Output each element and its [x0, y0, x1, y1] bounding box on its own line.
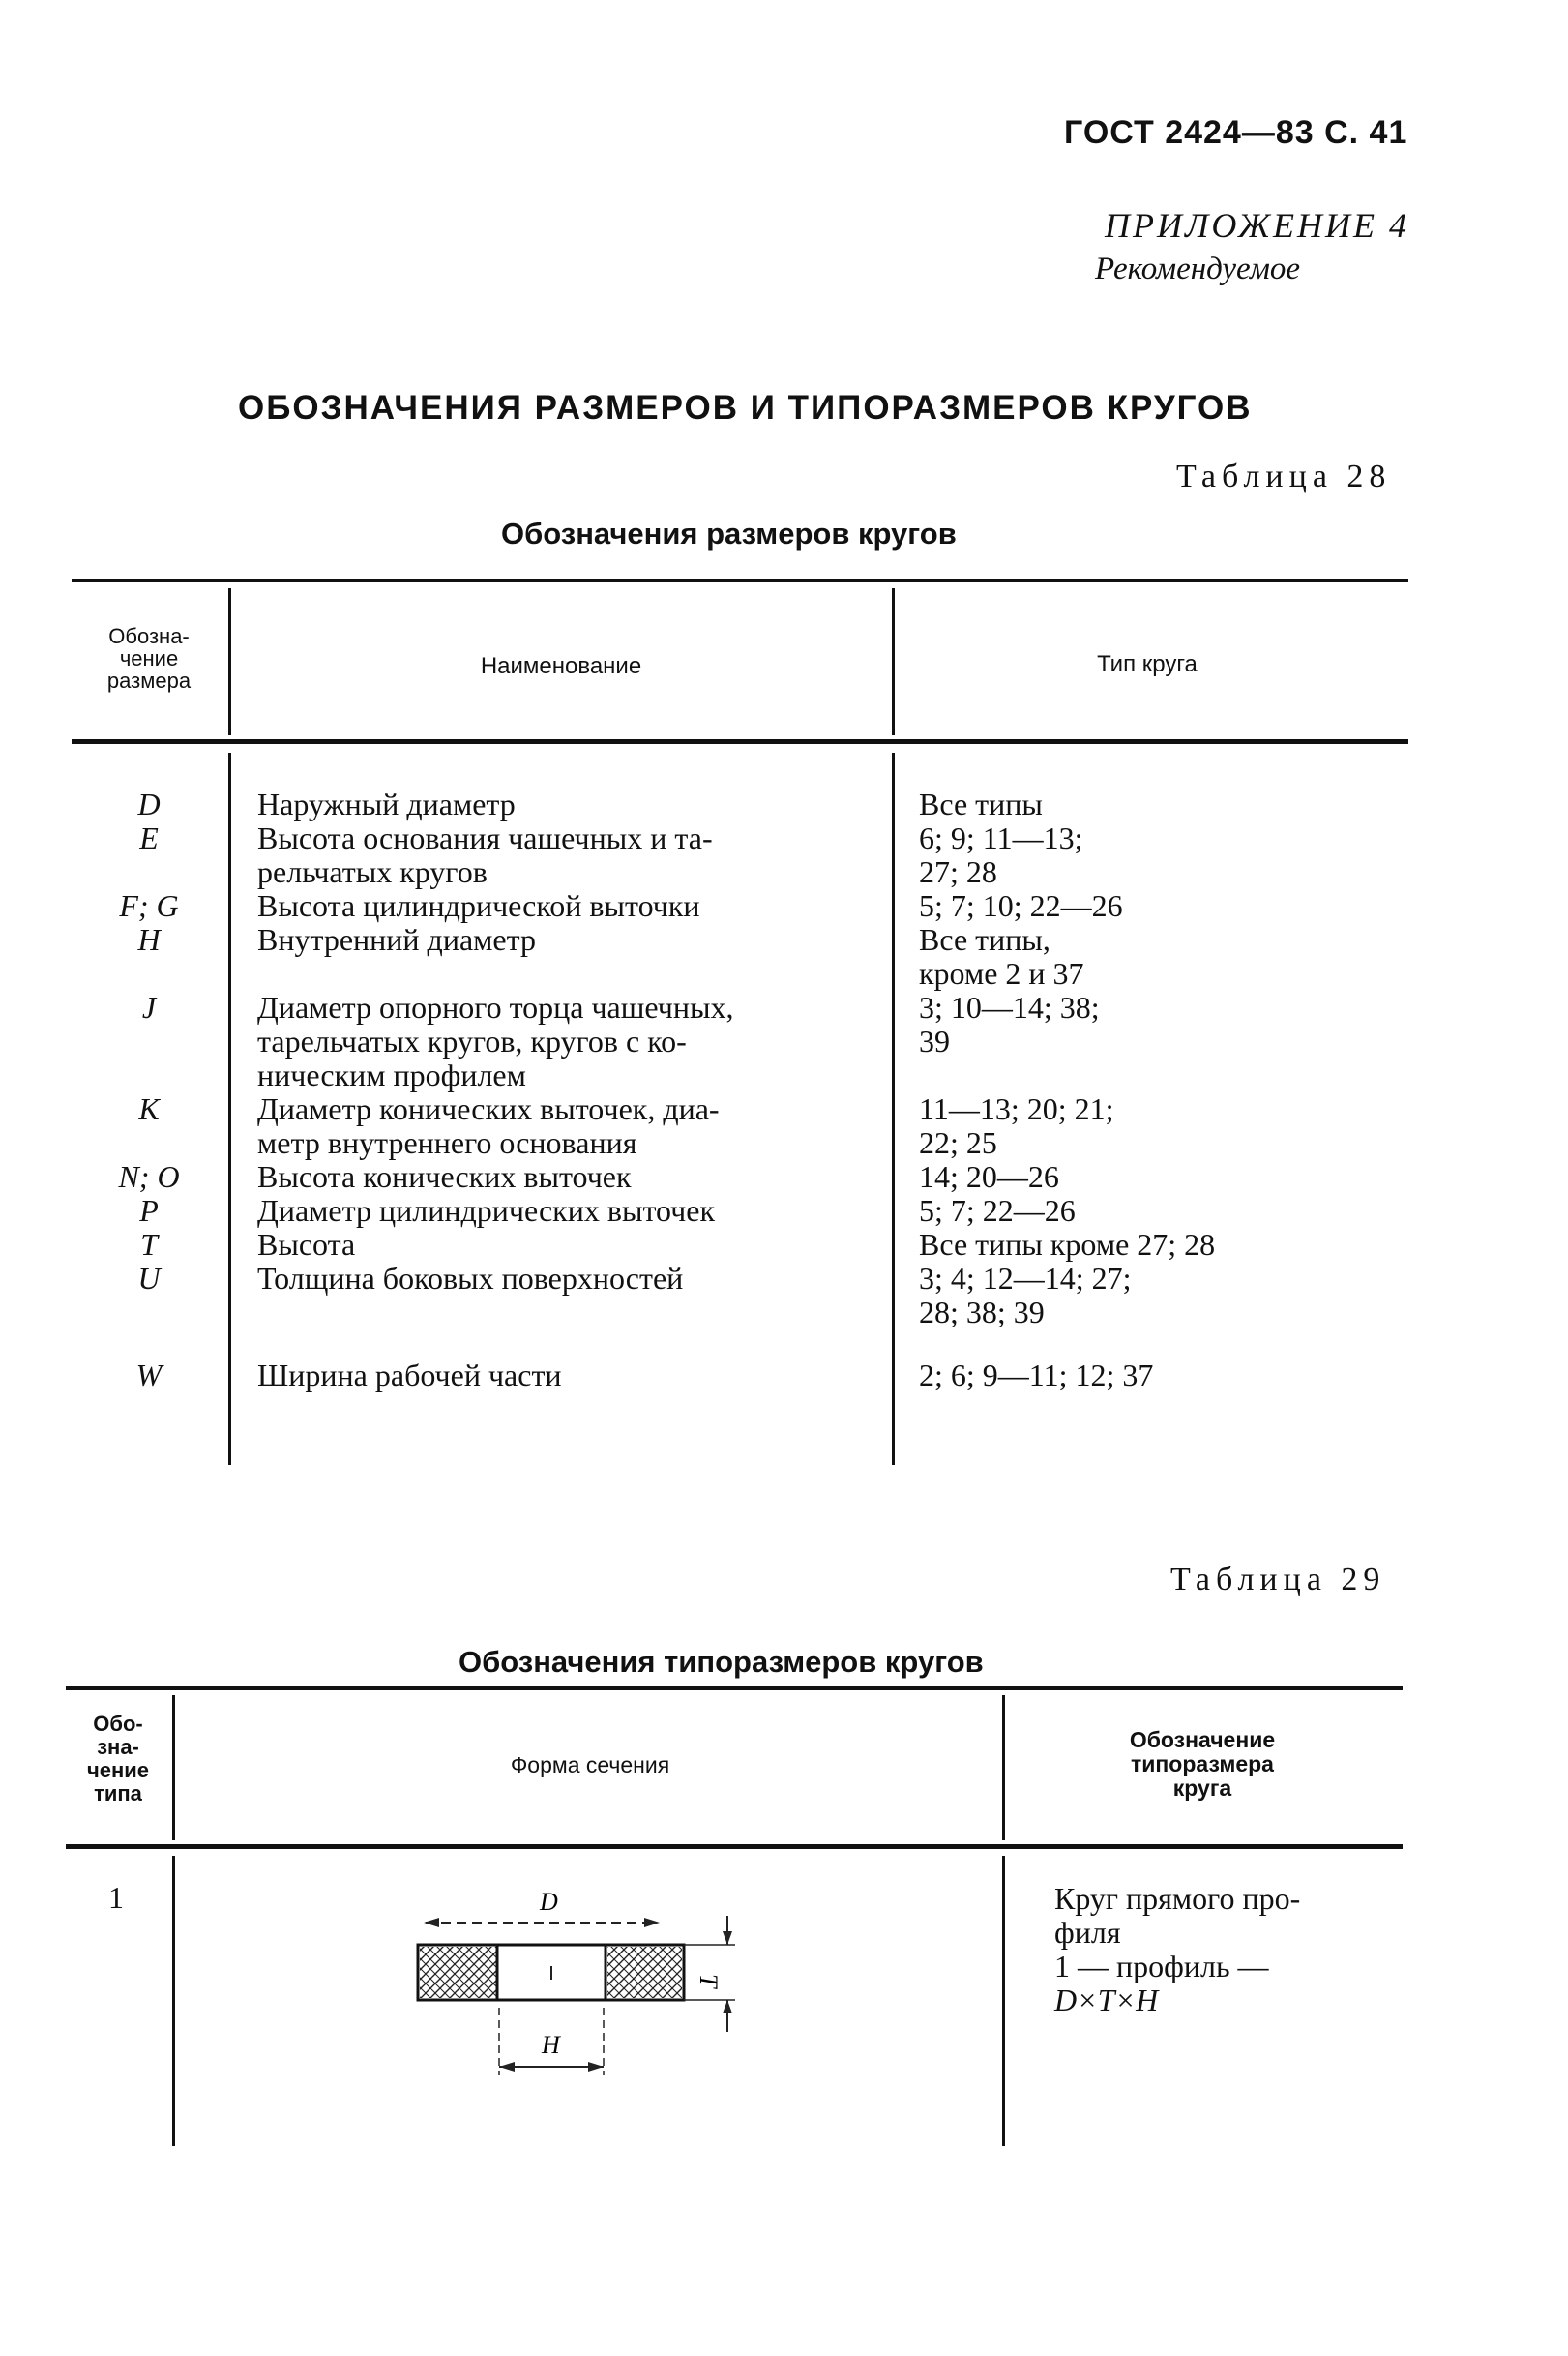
table28-col-divider	[892, 753, 895, 1465]
table28-header-rule	[72, 739, 1408, 744]
table28-row-name: Ширина рабочей части	[257, 1357, 562, 1392]
table29-col-divider	[1002, 1695, 1005, 1840]
table29-header-section: Форма сечения	[510, 1752, 670, 1777]
table29-label: Таблица 29	[1170, 1562, 1386, 1597]
table28-row-type: 11—13; 20; 21;	[919, 1091, 1114, 1126]
table28-header-symbol: Обозна- чение размера	[106, 624, 192, 693]
table28-row-name: Толщина боковых поверхностей	[257, 1261, 684, 1296]
table28-row-symbol: E	[139, 820, 159, 855]
table28-col-divider	[228, 588, 231, 735]
table28-header-type: Тип круга	[1097, 651, 1198, 677]
table28-row-symbol: J	[141, 990, 157, 1025]
table28-col-divider	[892, 588, 895, 735]
table28-row-name: ническим профилем	[257, 1058, 526, 1092]
table28-row-type: 14; 20—26	[919, 1159, 1059, 1194]
table28-label: Таблица 28	[1176, 459, 1392, 494]
table28-row-name: метр внутреннего основания	[257, 1125, 637, 1160]
appendix-title: ПРИЛОЖЕНИЕ 4	[1105, 206, 1409, 245]
dim-label-h: H	[542, 2031, 560, 2059]
table28-row-type: 2; 6; 9—11; 12; 37	[919, 1357, 1154, 1392]
table29-title: Обозначения типоразмеров кругов	[459, 1645, 984, 1679]
dim-label-d: D	[540, 1888, 558, 1916]
table28-header-name: Наименование	[480, 653, 642, 679]
table28-row-name: Высота	[257, 1227, 356, 1262]
table28-row-name: Диаметр опорного торца чашечных,	[257, 990, 734, 1025]
table28-row-type: кроме 2 и 37	[919, 956, 1084, 991]
appendix-note: Рекомендуемое	[1095, 252, 1301, 286]
section-hatch-left	[420, 1947, 496, 1998]
table29-desc-line: 1 — профиль —	[1054, 1949, 1269, 1983]
table29-desc-line: Круг прямого про-	[1054, 1881, 1301, 1916]
table29-top-rule	[66, 1686, 1403, 1690]
table29-header-designation: Обозначение типоразмера круга	[1129, 1727, 1276, 1801]
table28-title: Обозначения размеров кругов	[501, 517, 957, 551]
arrow-right-icon	[588, 2062, 604, 2072]
table29-header-type-no: Обо- зна- чение типа	[86, 1712, 150, 1805]
table28-row-type: 22; 25	[919, 1125, 997, 1160]
table28-row-type: 5; 7; 22—26	[919, 1193, 1076, 1228]
table28-row-type: 3; 10—14; 38;	[919, 990, 1100, 1025]
arrow-down-icon	[723, 1931, 732, 1945]
arrow-left-icon	[424, 1918, 439, 1927]
table29-desc-line: филя	[1054, 1915, 1121, 1950]
table28-row-name: Наружный диаметр	[257, 787, 516, 821]
table28-row-name: Высота конических выточек	[257, 1159, 632, 1194]
table28-row-symbol: D	[137, 787, 161, 821]
table28-row-symbol: T	[140, 1227, 158, 1262]
table28-row-type: 6; 9; 11—13;	[919, 820, 1083, 855]
table28-row-name: Диаметр конических выточек, диа-	[257, 1091, 720, 1126]
section-hatch-right	[607, 1947, 682, 1998]
table29-header-rule	[66, 1844, 1403, 1849]
table28-row-name: рельчатых кругов	[257, 854, 488, 889]
table28-row-type: 27; 28	[919, 854, 997, 889]
main-title: ОБОЗНАЧЕНИЯ РАЗМЕРОВ И ТИПОРАЗМЕРОВ КРУГОВ	[238, 389, 1253, 427]
table28-row-symbol: P	[139, 1193, 159, 1228]
table28-row-name: Внутренний диаметр	[257, 922, 536, 957]
table28-row-type: 28; 38; 39	[919, 1295, 1045, 1329]
table28-row-name: тарельчатых кругов, кругов с ко-	[257, 1024, 687, 1059]
table28-row-name: Высота основания чашечных и та-	[257, 820, 713, 855]
arrow-right-icon	[644, 1918, 660, 1927]
table28-row-name: Диаметр цилиндрических выточек	[257, 1193, 716, 1228]
table28-row-type: Все типы кроме 27; 28	[919, 1227, 1216, 1262]
table28-row-type: 5; 7; 10; 22—26	[919, 888, 1123, 923]
dim-label-t: T	[695, 1974, 723, 1988]
page-header: ГОСТ 2424—83 С. 41	[1064, 114, 1408, 151]
arrow-up-icon	[723, 2000, 732, 2013]
table29-col-divider	[172, 1695, 175, 1840]
table28-row-symbol: W	[135, 1357, 163, 1392]
table28-row-name: Высота цилиндрической выточки	[257, 888, 700, 923]
table29-desc-formula: D×T×H	[1054, 1983, 1159, 2017]
table28-row-symbol: K	[138, 1091, 160, 1126]
table29-type-number: 1	[108, 1880, 124, 1915]
table28-row-type: 39	[919, 1024, 950, 1059]
table28-row-symbol: N; O	[118, 1159, 180, 1194]
table29-col-divider	[1002, 1856, 1005, 2146]
table28-row-symbol: F; G	[119, 888, 179, 923]
arrow-left-icon	[499, 2062, 515, 2072]
table28-row-type: 3; 4; 12—14; 27;	[919, 1261, 1132, 1296]
straight-profile-section-diagram	[406, 1887, 754, 2119]
table28-row-type: Все типы,	[919, 922, 1050, 957]
table29-col-divider	[172, 1856, 175, 2146]
table28-row-type: Все типы	[919, 787, 1043, 821]
table28-top-rule	[72, 579, 1408, 582]
table28-row-symbol: U	[137, 1261, 161, 1296]
table28-row-symbol: H	[137, 922, 161, 957]
table28-col-divider	[228, 753, 231, 1465]
